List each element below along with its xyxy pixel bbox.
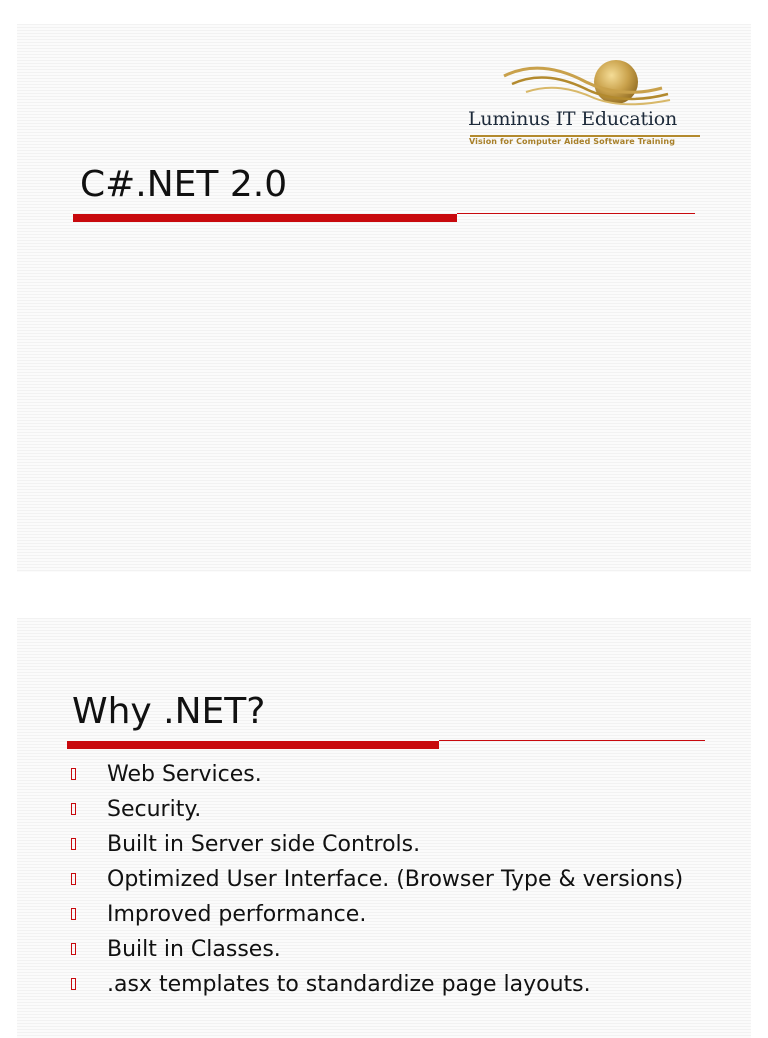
slide-title: C#.NET 2.0 bbox=[80, 164, 288, 205]
bullet-icon bbox=[71, 978, 76, 990]
logo-tagline: Vision for Computer Aided Software Training bbox=[469, 137, 676, 146]
bullet-icon bbox=[71, 908, 76, 920]
globe-swoosh-icon bbox=[502, 58, 672, 110]
title-underline-thick bbox=[73, 214, 457, 222]
logo-name: Luminus IT Education bbox=[468, 108, 678, 130]
slide-title: Why .NET? bbox=[72, 691, 266, 732]
list-item: Security. bbox=[69, 795, 729, 824]
list-item: .asx templates to standardize page layouts. bbox=[69, 970, 729, 999]
title-underline-thin bbox=[439, 740, 705, 741]
title-underline-thin bbox=[457, 213, 695, 214]
list-item: Improved performance. bbox=[69, 900, 729, 929]
bullet-icon bbox=[71, 943, 76, 955]
list-item: Built in Classes. bbox=[69, 935, 729, 964]
list-item: Optimized User Interface. (Browser Type & versions) bbox=[69, 865, 729, 894]
content-slide bbox=[17, 618, 751, 1038]
bullet-list bbox=[69, 760, 729, 1005]
bullet-icon bbox=[71, 838, 76, 850]
company-logo bbox=[466, 58, 706, 150]
bullet-icon bbox=[71, 768, 76, 780]
list-item: Web Services. bbox=[69, 760, 729, 789]
bullet-icon bbox=[71, 873, 76, 885]
title-underline-thick bbox=[67, 741, 439, 749]
title-slide bbox=[17, 24, 751, 572]
list-item: Built in Server side Controls. bbox=[69, 830, 729, 859]
bullet-icon bbox=[71, 803, 76, 815]
